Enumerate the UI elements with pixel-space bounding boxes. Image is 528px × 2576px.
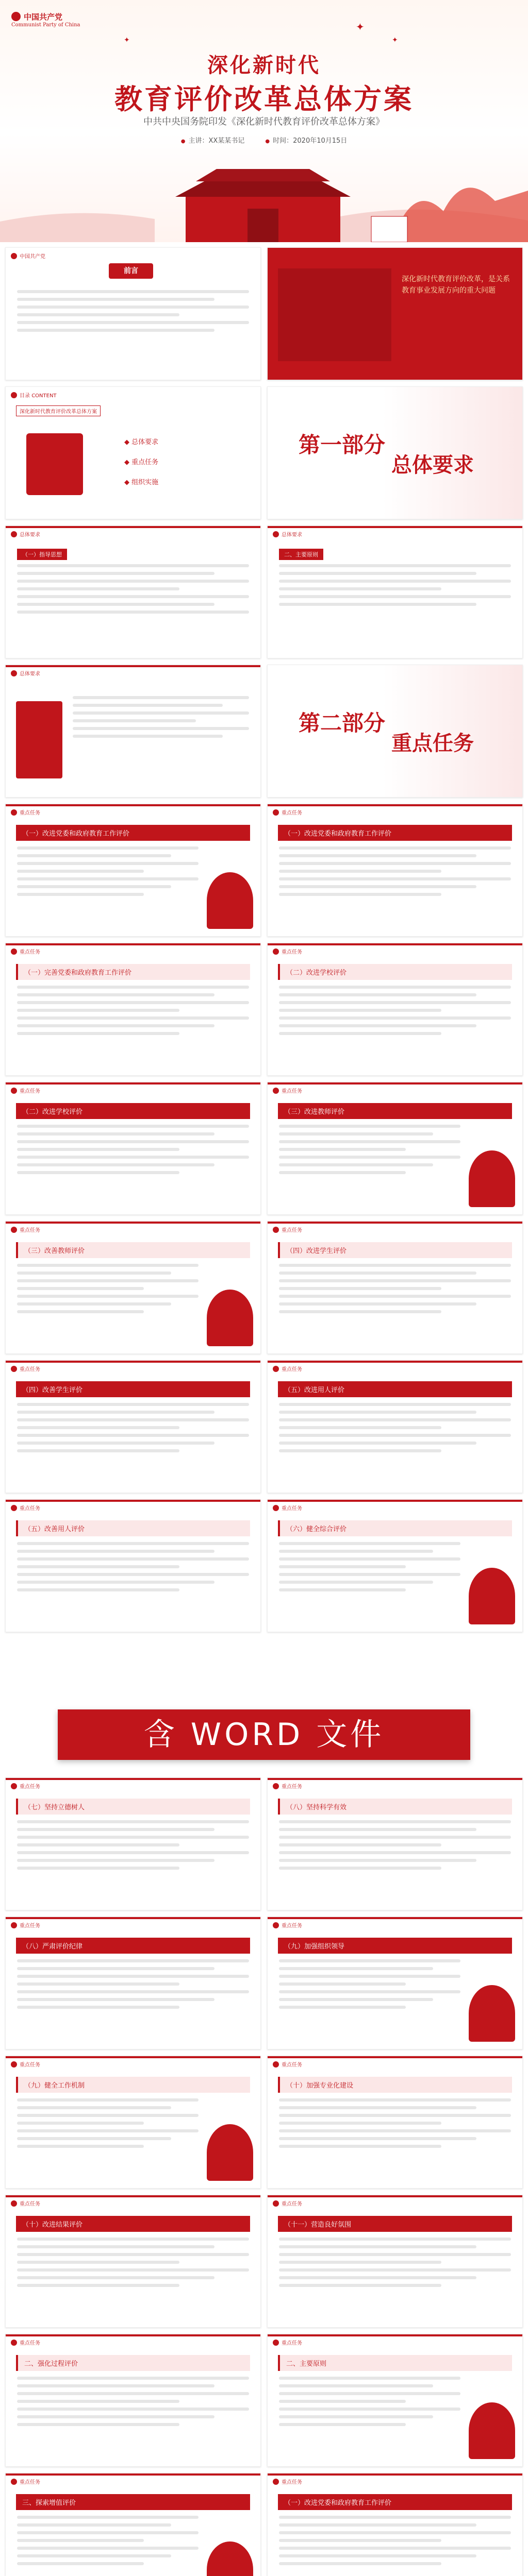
party-emblem-icon	[11, 531, 17, 537]
tiananmen-skyline	[0, 160, 528, 242]
slide-header: 重点任务	[11, 2478, 40, 2485]
slide-key-task	[5, 1221, 261, 1354]
logo-cn: 中国共产党	[24, 12, 63, 22]
slide-heading: （六）健全综合评价	[278, 1520, 512, 1536]
slide-header: 目录 CONTENT	[11, 391, 57, 399]
decorative-illustration	[469, 1568, 515, 1624]
decorative-illustration	[207, 872, 253, 929]
party-emblem-icon	[11, 670, 17, 676]
party-emblem-icon	[11, 1366, 17, 1372]
part-number: 第一部分	[299, 432, 386, 457]
cover-slide	[0, 0, 528, 242]
slide-key-task	[267, 1777, 523, 1910]
slide-heading: （七）坚持立德树人	[16, 1799, 250, 1815]
slide-header: 重点任务	[273, 2338, 302, 2346]
subsection-heading: 二、主要原则	[279, 549, 323, 560]
slide-key-task	[267, 1221, 523, 1354]
party-emblem-icon	[273, 2061, 279, 2067]
slide-header: 总体要求	[11, 669, 40, 677]
slide-header: 重点任务	[273, 2060, 302, 2068]
toc-item[interactable]: ◆ 重点任务	[124, 459, 159, 466]
slide-key-task	[267, 2195, 523, 2328]
slide-key-task	[5, 2334, 261, 2467]
slide-header: 重点任务	[11, 2060, 40, 2068]
party-emblem-icon	[273, 948, 279, 955]
party-emblem-icon	[273, 1783, 279, 1789]
decorative-illustration	[469, 1985, 515, 2042]
logo-en: Communist Party of China	[11, 22, 80, 28]
slide-header: 重点任务	[273, 1504, 302, 1512]
toc-item[interactable]: ◆ 总体要求	[124, 438, 159, 446]
word-file-banner: 含 WORD 文件	[58, 1709, 470, 1760]
slide-heading: （一）改进党委和政府教育工作评价	[278, 2494, 512, 2510]
slide-key-task	[5, 1082, 261, 1215]
part-title: 总体要求	[391, 453, 474, 477]
cover-title-line1: 深化新时代	[207, 53, 321, 77]
party-emblem-icon	[11, 1783, 17, 1789]
party-emblem-icon	[273, 531, 279, 537]
slide-heading: （三）改善教师评价	[16, 1242, 250, 1258]
party-emblem-icon	[11, 2479, 17, 2485]
party-emblem-icon	[11, 1227, 17, 1233]
decorative-illustration	[207, 2541, 253, 2576]
party-emblem-icon	[11, 1505, 17, 1511]
cover-meta	[0, 135, 528, 145]
slide-heading: （三）改进教师评价	[278, 1103, 512, 1119]
slide-heading: （十）改进结果评价	[16, 2216, 250, 2232]
party-emblem-icon	[273, 2479, 279, 2485]
cover-date: ● 时间：2020年10月15日	[265, 137, 347, 145]
cover-author: ● 主讲：XX某某书记	[181, 137, 245, 145]
slide-header: 重点任务	[273, 2199, 302, 2207]
decorative-illustration	[469, 2402, 515, 2459]
slide-part2	[267, 665, 523, 798]
slide-key-task	[5, 1917, 261, 2049]
slide-key-task	[5, 1360, 261, 1493]
slide-header: 重点任务	[11, 1782, 40, 1790]
slide-key-task	[5, 1499, 261, 1632]
decorative-illustration	[207, 2124, 253, 2181]
party-emblem-icon	[273, 2200, 279, 2207]
party-emblem-icon	[273, 2340, 279, 2346]
preface-badge: 前言	[109, 263, 153, 279]
slide-header: 重点任务	[11, 1087, 40, 1094]
party-emblem-icon	[273, 1505, 279, 1511]
subsection-heading: （一）指导思想	[17, 549, 67, 560]
slide-key-task	[267, 1082, 523, 1215]
slide-heading: （二）改进学校评价	[16, 1103, 250, 1119]
dove-icon: ✦	[392, 36, 398, 44]
toc-item[interactable]: ◆ 组织实施	[124, 479, 159, 486]
slide-key-task	[5, 2195, 261, 2328]
slide-key-task	[5, 804, 261, 937]
slide-key-task	[267, 2334, 523, 2467]
party-emblem-icon	[11, 809, 17, 816]
slide-header: 重点任务	[273, 1087, 302, 1094]
slide-heading: 二、主要原则	[278, 2355, 512, 2371]
slide-header: 重点任务	[273, 1226, 302, 1233]
slide-header: 重点任务	[11, 2199, 40, 2207]
slide-header: 重点任务	[11, 1226, 40, 1233]
slide-heading: （十）加强专业化建设	[278, 2077, 512, 2093]
slide-part1	[267, 386, 523, 519]
slide-key-task	[267, 1499, 523, 1632]
slide-heading: （十一）营造良好氛围	[278, 2216, 512, 2232]
slide-heading: （九）健全工作机制	[16, 2077, 250, 2093]
party-emblem-icon	[11, 392, 17, 398]
slide-header: 重点任务	[11, 1365, 40, 1372]
slide-heading: （二）改进学校评价	[278, 964, 512, 980]
cover-subtitle: 中共中央国务院印发《深化新时代教育评价改革总体方案》	[143, 116, 385, 127]
party-emblem-icon	[273, 1922, 279, 1928]
slide-toc	[5, 386, 261, 519]
toc-list	[124, 436, 158, 486]
quote-text: 深化新时代教育评价改革，是关系教育事业发展方向的重大问题	[402, 275, 510, 295]
slide-key-task	[5, 1777, 261, 1910]
party-emblem-icon	[11, 948, 17, 955]
party-emblem-icon	[11, 1088, 17, 1094]
slide-header: 重点任务	[273, 1782, 302, 1790]
slide-heading: （五）改善用人评价	[16, 1520, 250, 1536]
party-emblem-icon	[11, 1922, 17, 1928]
slide-header: 重点任务	[11, 1504, 40, 1512]
slide-header: 重点任务	[273, 1921, 302, 1929]
slide-general-2	[267, 526, 523, 658]
party-emblem-icon	[11, 12, 21, 21]
party-logo	[11, 11, 80, 28]
slide-key-task	[267, 804, 523, 937]
toc-subtitle: 深化新时代教育评价改革总体方案	[16, 405, 101, 416]
part-title: 重点任务	[391, 731, 474, 755]
slide-heading: （八）严肃评价纪律	[16, 1938, 250, 1954]
slide-key-task	[267, 943, 523, 1076]
decorative-illustration	[469, 1150, 515, 1207]
party-emblem-icon	[273, 809, 279, 816]
slide-header: 重点任务	[11, 808, 40, 816]
slide-heading: （九）加强组织领导	[278, 1938, 512, 1954]
slide-key-task	[267, 1360, 523, 1493]
slide-header: 总体要求	[11, 530, 40, 538]
decorative-illustration	[207, 1290, 253, 1346]
slide-heading: 三、探索增值评价	[16, 2494, 250, 2510]
slide-general-3	[5, 665, 261, 798]
slide-header: 重点任务	[11, 947, 40, 955]
slide-key-task	[5, 943, 261, 1076]
slide-key-task	[5, 2056, 261, 2189]
party-emblem-icon	[11, 2061, 17, 2067]
party-emblem-icon	[11, 253, 17, 259]
party-emblem-icon	[273, 1088, 279, 1094]
party-emblem-icon	[273, 1366, 279, 1372]
slide-key-task	[5, 2473, 261, 2576]
slide-key-task	[267, 2056, 523, 2189]
party-emblem-icon	[11, 2340, 17, 2346]
part-number: 第二部分	[299, 710, 386, 736]
slide-key-task	[267, 1917, 523, 2049]
slide-quote	[267, 247, 523, 380]
party-emblem-icon	[11, 2200, 17, 2207]
slide-header: 重点任务	[11, 1921, 40, 1929]
slide-header: 重点任务	[273, 2478, 302, 2485]
slide-header: 中国共产党	[11, 252, 45, 260]
slide-key-task	[267, 2473, 523, 2576]
slide-header: 重点任务	[273, 1365, 302, 1372]
party-emblem-icon	[273, 1227, 279, 1233]
slide-header: 重点任务	[273, 808, 302, 816]
cover-title-line2: 教育评价改革总体方案	[114, 82, 414, 115]
slide-preface	[5, 247, 261, 380]
slide-general-1	[5, 526, 261, 658]
slide-header: 重点任务	[273, 947, 302, 955]
slide-header: 总体要求	[273, 530, 302, 538]
dove-icon: ✦	[124, 36, 130, 44]
slide-heading: （一）完善党委和政府教育工作评价	[16, 964, 250, 980]
slide-header: 重点任务	[11, 2338, 40, 2346]
slide-heading: （四）改善学生评价	[16, 1381, 250, 1397]
slide-heading: （一）改进党委和政府教育工作评价	[16, 825, 250, 841]
slide-heading: （一）改进党委和政府教育工作评价	[278, 825, 512, 841]
slide-heading: （四）改进学生评价	[278, 1242, 512, 1258]
slide-heading: （八）坚持科学有效	[278, 1799, 512, 1815]
dove-icon: ✦	[356, 21, 365, 33]
slide-heading: （五）改进用人评价	[278, 1381, 512, 1397]
slide-heading: 二、强化过程评价	[16, 2355, 250, 2371]
